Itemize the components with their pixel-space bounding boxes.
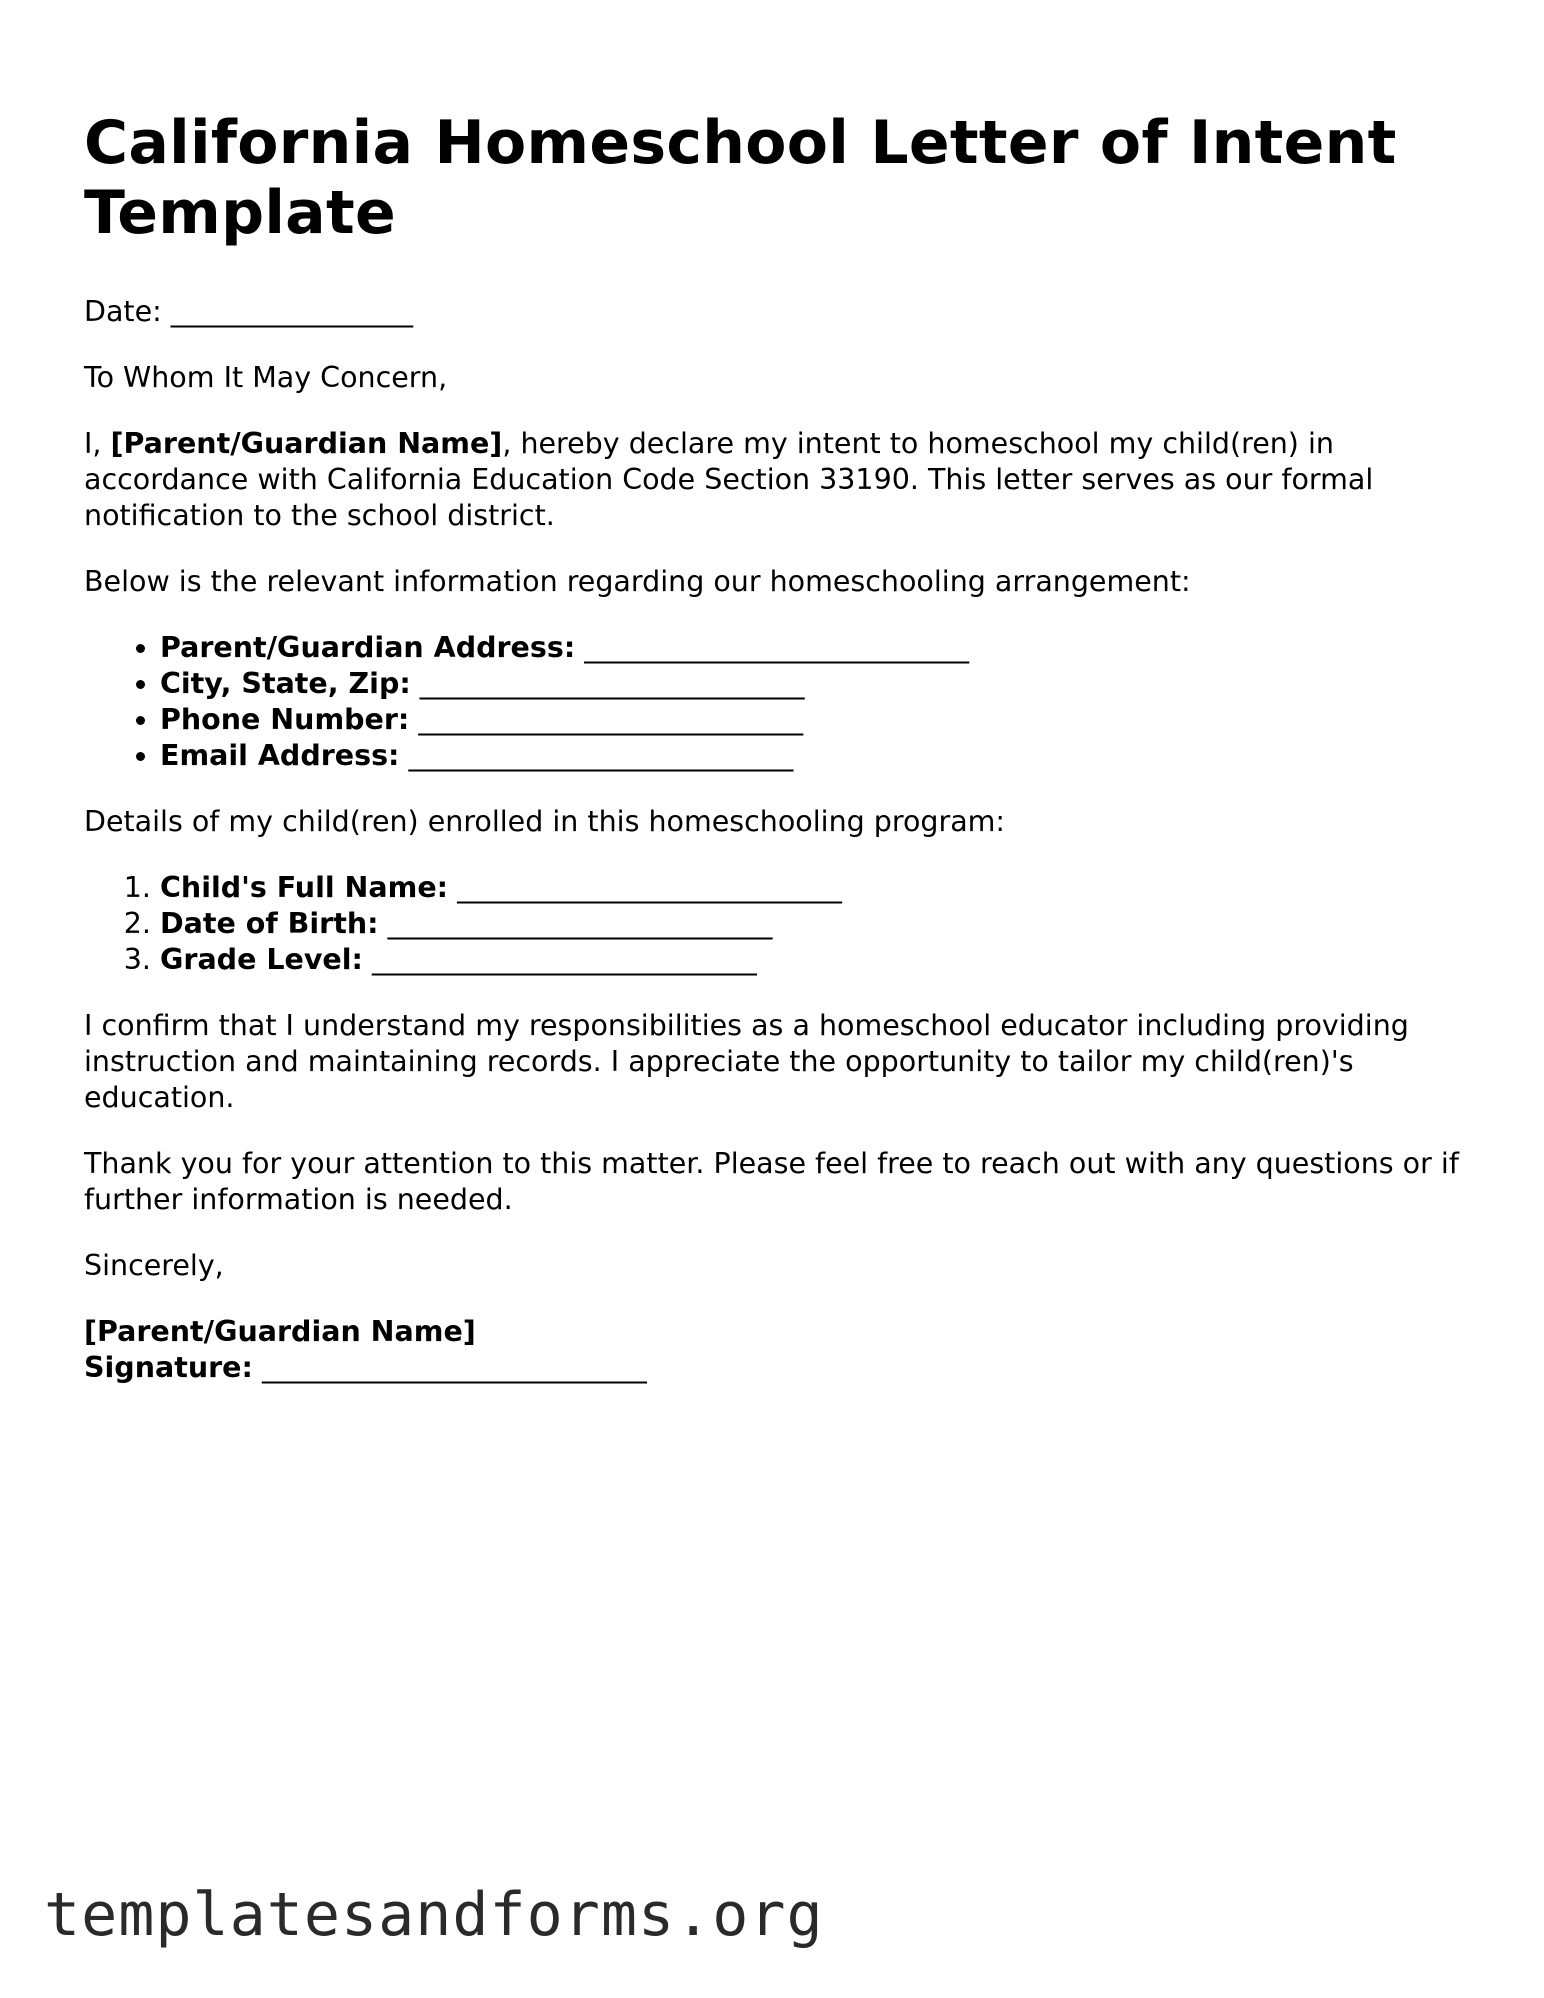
signature-block bbox=[84, 1314, 1464, 1386]
intro-prefix: I, bbox=[84, 427, 111, 460]
list-item bbox=[160, 870, 1464, 906]
salutation: To Whom It May Concern, bbox=[84, 361, 448, 394]
field-blank: ___________________________ bbox=[448, 871, 842, 904]
list-item bbox=[160, 702, 1464, 738]
list-item bbox=[160, 666, 1464, 702]
child-details-intro: Details of my child(ren) enrolled in this homeschooling program: bbox=[84, 805, 1006, 838]
field-label: Phone Number: bbox=[160, 703, 410, 736]
field-blank: ___________________________ bbox=[409, 703, 804, 736]
date-line: Date: _________________ bbox=[84, 295, 414, 328]
field-blank: ___________________________ bbox=[378, 907, 773, 940]
watermark: templatesandforms.org bbox=[44, 1880, 824, 1950]
field-label: Parent/Guardian Address: bbox=[160, 631, 576, 664]
field-blank: ___________________________ bbox=[399, 739, 794, 772]
signer-name: [Parent/Guardian Name] bbox=[84, 1315, 476, 1348]
info-intro-text: Below is the relevant information regarding our homeschooling arrangement: bbox=[84, 565, 1191, 598]
list-item bbox=[160, 942, 1464, 978]
thanks-paragraph: Thank you for your attention to this matter. Please feel free to reach out with any questions or if further information is needed. bbox=[84, 1147, 1459, 1216]
field-blank: ___________________________ bbox=[575, 631, 970, 664]
parent-info-list bbox=[84, 630, 1464, 774]
signature-blank: ___________________________ bbox=[252, 1351, 647, 1384]
list-item bbox=[160, 738, 1464, 774]
field-label: City, State, Zip: bbox=[160, 667, 411, 700]
intro-rest: , hereby declare my intent to homeschool my child(ren) in accordance with California Education Code Section 33190. This letter serves as our formal notification to the school district. bbox=[84, 427, 1374, 532]
list-item bbox=[160, 630, 1464, 666]
closing: Sincerely, bbox=[84, 1249, 224, 1282]
page-title: California Homeschool Letter of Intent Template bbox=[84, 108, 1397, 248]
child-info-list bbox=[84, 870, 1464, 978]
field-label: Child's Full Name: bbox=[160, 871, 449, 904]
field-label: Grade Level: bbox=[160, 943, 363, 976]
field-blank: ___________________________ bbox=[410, 667, 805, 700]
list-item bbox=[160, 906, 1464, 942]
field-blank: ___________________________ bbox=[362, 943, 757, 976]
intro-name-placeholder: [Parent/Guardian Name] bbox=[110, 427, 503, 460]
intro-paragraph bbox=[84, 426, 1464, 534]
letter-document bbox=[84, 108, 1464, 1386]
signature-label: Signature: bbox=[84, 1351, 253, 1384]
field-label: Date of Birth: bbox=[160, 907, 379, 940]
confirm-paragraph: I confirm that I understand my responsibilities as a homeschool educator including providing instruction and maintaining records. I appreciate the opportunity to tailor my child(ren)'s education. bbox=[84, 1009, 1409, 1114]
field-label: Email Address: bbox=[160, 739, 400, 772]
